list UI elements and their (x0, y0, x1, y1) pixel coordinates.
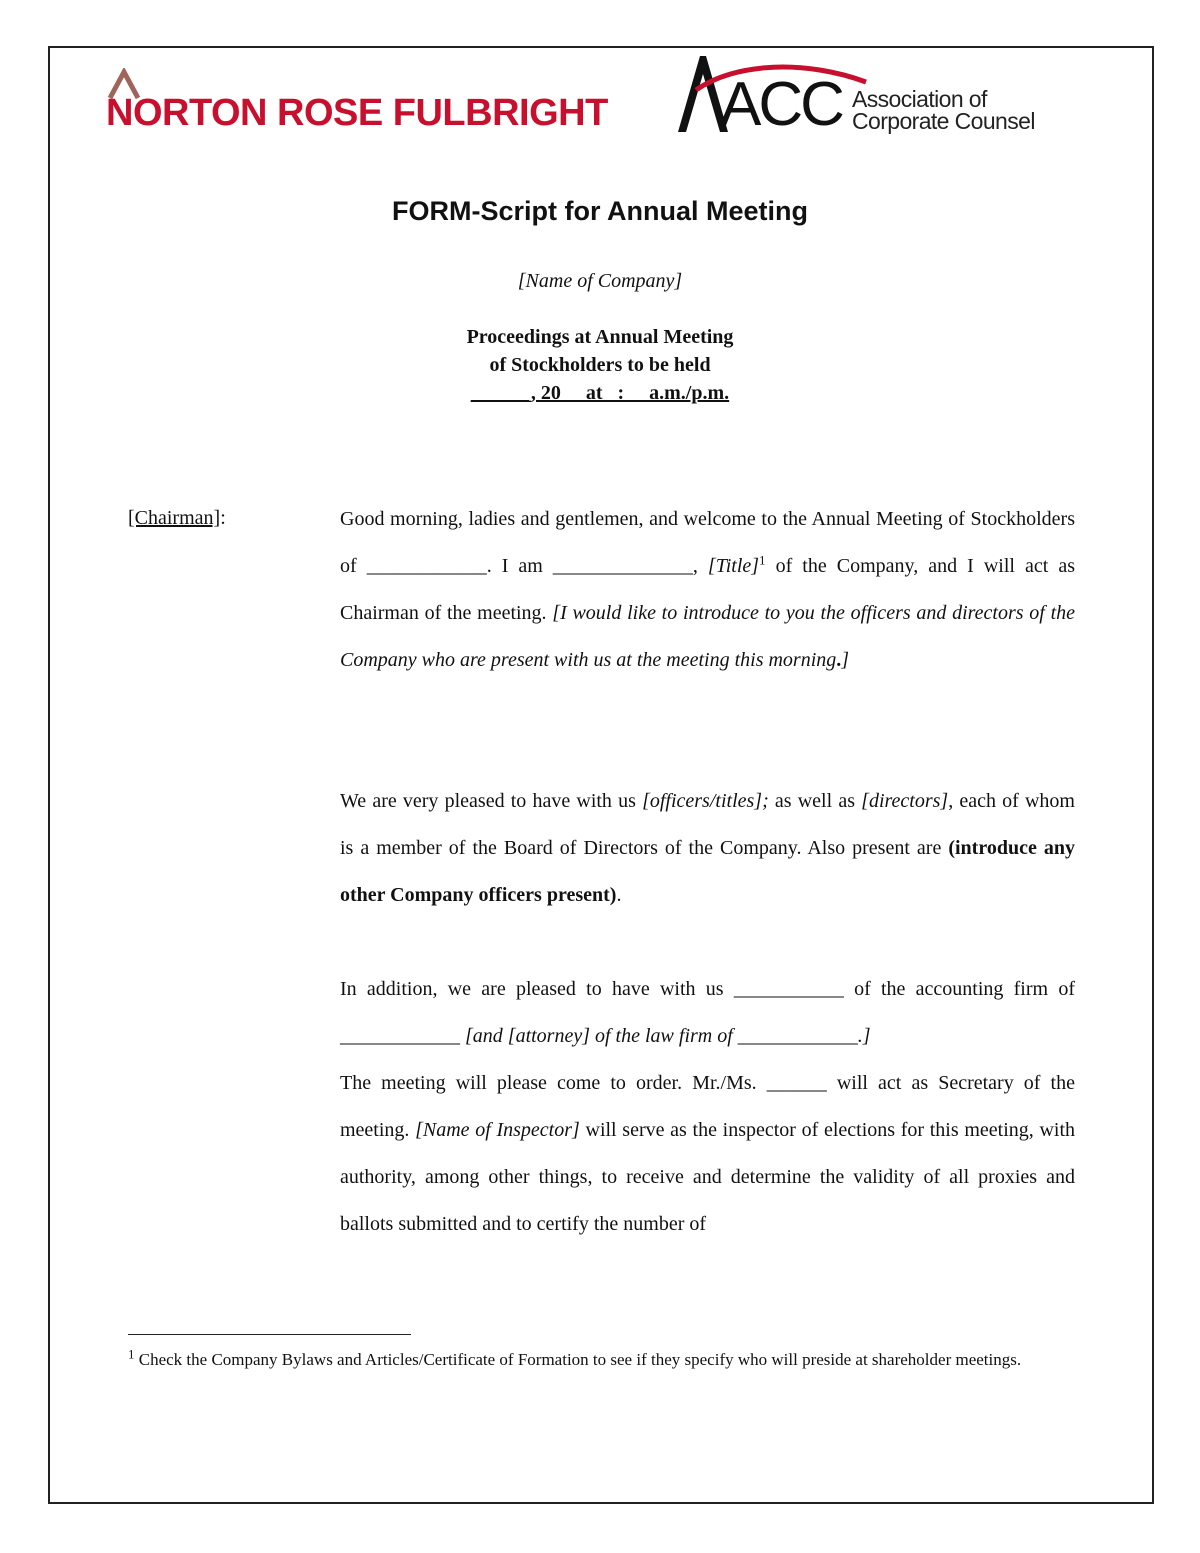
proceedings-heading (0, 323, 1200, 407)
footnote (128, 1348, 1075, 1371)
p3-text-2: The meeting will please come to order. Mr./Ms. ______ will act as Secretary of the meeting. (340, 1072, 1075, 1141)
paragraph-welcome (340, 496, 1075, 684)
proceedings-date-line: ______, 20__ at _:__ a.m./p.m. (470, 382, 730, 404)
p1-bracket: ] (841, 649, 850, 671)
p1-period: . (836, 649, 842, 671)
proceedings-line1: Proceedings at Annual Meeting (466, 326, 734, 348)
document-title: FORM-Script for Annual Meeting (392, 196, 808, 226)
p1-text-2: of the Company, and I will act as Chairman of the meeting. (340, 555, 1075, 624)
p2-text-4: . (616, 884, 622, 906)
officers-placeholder: [officers/titles]; (642, 790, 769, 812)
acc-organization-name (852, 88, 1035, 132)
nrf-wordmark: NORTON ROSE FULBRIGHT (106, 92, 608, 134)
p1-text-1: Good morning, ladies and gentlemen, and welcome to the Annual Meeting of Stockholders of ____________. I am ______________, (340, 508, 1075, 577)
p2-text-1: We are very pleased to have with us (340, 790, 643, 812)
footnote-number: 1 (128, 1346, 135, 1362)
speaker-colon: : (220, 507, 226, 529)
proceedings-line2: of Stockholders to be held (489, 354, 711, 376)
footnote-text: Check the Company Bylaws and Articles/Certificate of Formation to see if they specify who will preside at shareholder meetings. (134, 1350, 1022, 1369)
p2-text-3: , each of whom is a member of the Board of Directors of the Company. Also present are (340, 790, 1075, 859)
p1-introduction-italic: [I would like to introduce to you the officers and directors of the Company who are present with us at the meeting this morning (340, 602, 1075, 671)
directors-placeholder: [directors] (861, 790, 949, 812)
title-placeholder: [Title] (707, 555, 760, 577)
p3-text-1: In addition, we are pleased to have with us ___________ of the accounting firm of ____________ (340, 978, 1075, 1047)
speaker-name: [Chairman] (128, 507, 221, 529)
company-name-placeholder: [Name of Company] (517, 270, 683, 292)
inspector-placeholder: [Name of Inspector] (415, 1119, 580, 1141)
acc-name-line2: Corporate Counsel (852, 108, 1035, 134)
p3-text-3: will serve as the inspector of elections for this meeting, with authority, among other things, to receive and determine the validity of all proxies and ballots submitted and to certify the number of (340, 1119, 1075, 1235)
p2-instruction-bold: (introduce any other Company officers present) (340, 837, 1075, 906)
p3-attorney-italic: [and [attorney] of the law firm of ____________.] (465, 1025, 871, 1047)
acc-name-line1: Association of (852, 86, 987, 112)
p2-text-2: as well as (768, 790, 862, 812)
acc-letters: ACC (720, 70, 842, 139)
norton-rose-fulbright-logo (106, 68, 636, 138)
page-border (48, 46, 1154, 1504)
footnote-reference: 1 (759, 552, 766, 568)
paragraph-call-to-order (340, 966, 1075, 1248)
footnote-separator (128, 1334, 411, 1335)
paragraph-introductions (340, 778, 1075, 919)
speaker-label (128, 507, 226, 530)
acc-logo (676, 52, 1076, 142)
